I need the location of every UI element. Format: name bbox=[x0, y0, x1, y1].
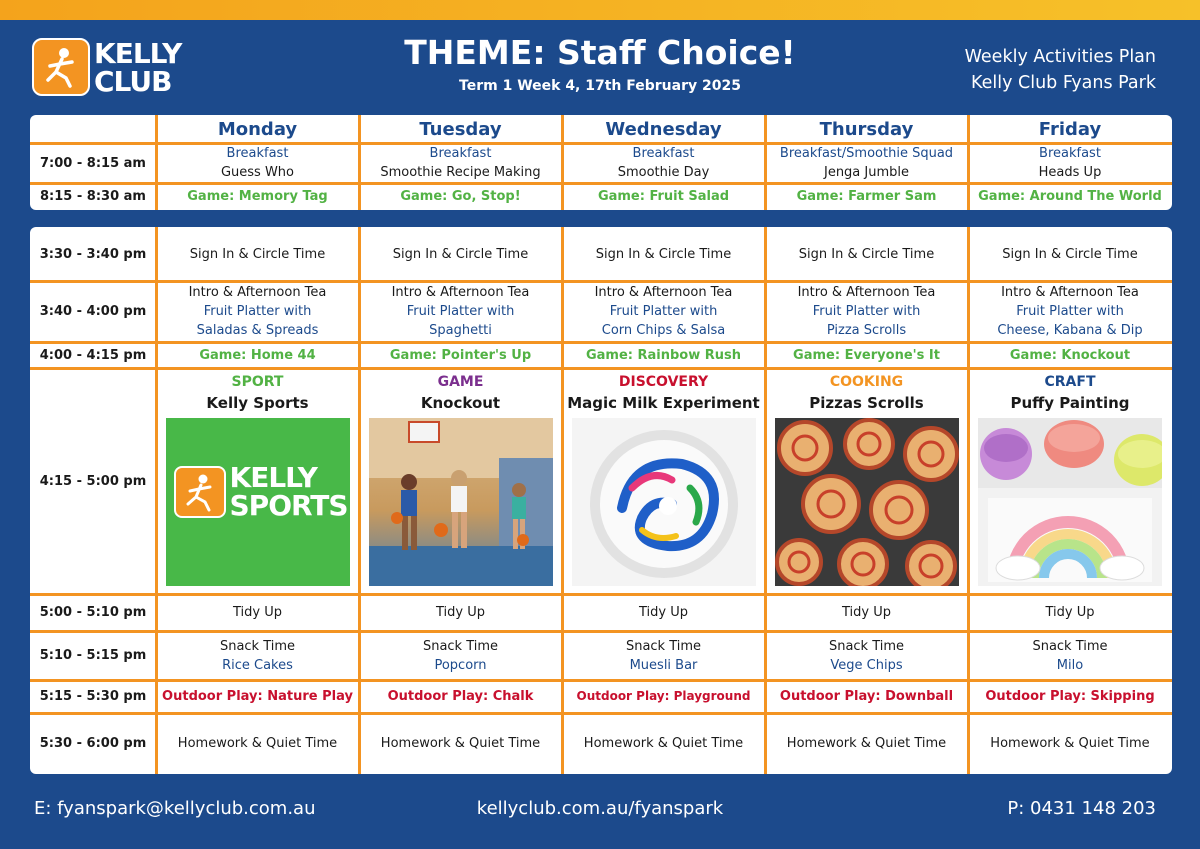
snack-label: Snack Time bbox=[625, 638, 702, 654]
schedule-row-afternoon-tea bbox=[30, 281, 1172, 342]
outdoor-play-monday: Outdoor Play: Nature Play bbox=[162, 689, 353, 704]
tea-intro: Intro & Afternoon Tea bbox=[594, 285, 733, 300]
divider bbox=[30, 182, 1172, 185]
divider bbox=[561, 227, 564, 774]
plan-line-2: Kelly Club Fyans Park bbox=[971, 73, 1156, 93]
sports-word-sports: SPORTS bbox=[229, 489, 348, 522]
snack-wednesday bbox=[562, 631, 765, 680]
schedule-row-homework bbox=[30, 713, 1172, 774]
outdoor-play-thursday: Outdoor Play: Downball bbox=[779, 689, 954, 704]
tea-platter: Fruit Platter with bbox=[203, 304, 312, 319]
tidy-up-cell: Tidy Up bbox=[1045, 605, 1095, 620]
homework-cell: Homework & Quiet Time bbox=[786, 736, 947, 751]
plan-info bbox=[965, 44, 1156, 96]
divider bbox=[30, 142, 1172, 145]
snack-tuesday bbox=[359, 631, 562, 680]
tea-food: Saladas & Spreads bbox=[196, 323, 319, 338]
afternoon-tea-thursday bbox=[765, 281, 968, 342]
snack-food: Muesli Bar bbox=[629, 657, 698, 673]
tea-platter: Fruit Platter with bbox=[812, 304, 921, 319]
tidy-up-cell: Tidy Up bbox=[639, 605, 688, 620]
afternoon-game-friday: Game: Knockout bbox=[1009, 347, 1131, 363]
activity-category: SPORT bbox=[231, 374, 284, 390]
time-label: 5:10 - 5:15 pm bbox=[39, 648, 147, 663]
breakfast-label: Breakfast/Smoothie Squad bbox=[779, 146, 954, 161]
homework-cell: Homework & Quiet Time bbox=[990, 736, 1150, 751]
snack-monday bbox=[156, 631, 359, 680]
activity-category: CRAFT bbox=[1044, 374, 1096, 390]
breakfast-activity: Smoothie Recipe Making bbox=[380, 165, 541, 180]
page-title: THEME: Staff Choice! bbox=[404, 33, 796, 72]
pizza-scrolls-photo bbox=[775, 418, 959, 586]
snack-label: Snack Time bbox=[1032, 638, 1108, 654]
time-label: 4:15 - 5:00 pm bbox=[39, 473, 147, 489]
breakfast-label: Breakfast bbox=[632, 146, 695, 161]
homework-cell: Homework & Quiet Time bbox=[177, 736, 338, 751]
morning-schedule-table bbox=[30, 115, 1172, 210]
schedule-row-activity bbox=[30, 368, 1172, 594]
knockout-photo bbox=[369, 418, 553, 586]
divider bbox=[561, 115, 564, 210]
footer-email[interactable]: E: fyanspark@kellyclub.com.au bbox=[34, 798, 316, 819]
afternoon-tea-wednesday bbox=[562, 281, 765, 342]
sports-figure-icon bbox=[174, 466, 226, 518]
activity-name: Pizzas Scrolls bbox=[809, 394, 924, 412]
day-header-monday: Monday bbox=[217, 118, 298, 140]
morning-game-thursday: Game: Farmer Sam bbox=[796, 189, 937, 204]
day-header-wednesday: Wednesday bbox=[605, 118, 722, 140]
page-subtitle: Term 1 Week 4, 17th February 2025 bbox=[459, 78, 741, 94]
outdoor-play-tuesday: Outdoor Play: Chalk bbox=[387, 689, 534, 704]
logo-figure-icon bbox=[32, 38, 90, 96]
activity-name: Puffy Painting bbox=[1010, 394, 1130, 412]
tea-intro: Intro & Afternoon Tea bbox=[391, 285, 530, 300]
activity-name: Magic Milk Experiment bbox=[567, 394, 760, 412]
snack-label: Snack Time bbox=[422, 638, 499, 654]
divider bbox=[30, 280, 1172, 283]
divider bbox=[30, 630, 1172, 633]
tea-intro: Intro & Afternoon Tea bbox=[797, 285, 936, 300]
schedule-row-tidy-up bbox=[30, 594, 1172, 631]
activity-tuesday bbox=[359, 368, 562, 594]
snack-label: Snack Time bbox=[219, 638, 296, 654]
time-label: 3:30 - 3:40 pm bbox=[39, 246, 147, 262]
plan-line-1: Weekly Activities Plan bbox=[964, 47, 1156, 67]
sign-in-cell: Sign In & Circle Time bbox=[595, 246, 732, 262]
kelly-club-logo bbox=[32, 38, 184, 96]
afternoon-game-monday: Game: Home 44 bbox=[199, 347, 316, 363]
schedule-row-breakfast bbox=[30, 143, 1172, 183]
tea-platter: Fruit Platter with bbox=[406, 304, 515, 319]
schedule-row-morning-game bbox=[30, 183, 1172, 210]
homework-cell: Homework & Quiet Time bbox=[583, 736, 744, 751]
breakfast-cell-thursday bbox=[765, 143, 968, 183]
afternoon-game-tuesday: Game: Pointer's Up bbox=[389, 347, 532, 363]
tea-food: Pizza Scrolls bbox=[826, 323, 907, 338]
time-label: 3:40 - 4:00 pm bbox=[39, 304, 147, 319]
afternoon-schedule-table bbox=[30, 227, 1172, 774]
afternoon-game-wednesday: Game: Rainbow Rush bbox=[585, 347, 742, 363]
divider bbox=[30, 679, 1172, 682]
divider bbox=[30, 341, 1172, 344]
divider bbox=[358, 115, 361, 210]
breakfast-label: Breakfast bbox=[429, 146, 492, 161]
day-header-tuesday: Tuesday bbox=[419, 118, 502, 140]
day-header-thursday: Thursday bbox=[819, 118, 914, 140]
divider bbox=[30, 712, 1172, 715]
snack-friday bbox=[968, 631, 1172, 680]
divider bbox=[30, 367, 1172, 370]
divider bbox=[764, 227, 767, 774]
schedule-row-sign-in bbox=[30, 227, 1172, 281]
schedule-row-afternoon-game bbox=[30, 342, 1172, 368]
sign-in-cell: Sign In & Circle Time bbox=[392, 246, 529, 262]
outdoor-play-friday: Outdoor Play: Skipping bbox=[985, 689, 1155, 704]
sign-in-cell: Sign In & Circle Time bbox=[189, 246, 326, 262]
schedule-row-snack bbox=[30, 631, 1172, 680]
breakfast-activity: Jenga Jumble bbox=[823, 165, 910, 180]
activity-friday bbox=[968, 368, 1172, 594]
tea-platter: Fruit Platter with bbox=[609, 304, 718, 319]
day-header-row bbox=[30, 115, 1172, 143]
divider bbox=[155, 115, 158, 210]
divider bbox=[967, 115, 970, 210]
sports-word-kelly: KELLY bbox=[229, 461, 317, 494]
time-label: 8:15 - 8:30 am bbox=[40, 189, 146, 204]
breakfast-cell-friday bbox=[968, 143, 1172, 183]
divider bbox=[764, 115, 767, 210]
top-accent-bar bbox=[0, 0, 1200, 20]
puffy-painting-photo bbox=[978, 418, 1162, 586]
afternoon-tea-friday bbox=[968, 281, 1172, 342]
time-label: 5:30 - 6:00 pm bbox=[39, 736, 147, 751]
snack-thursday bbox=[765, 631, 968, 680]
footer-phone: P: 0431 148 203 bbox=[1007, 798, 1156, 819]
divider bbox=[358, 227, 361, 774]
breakfast-label: Breakfast bbox=[1039, 146, 1101, 161]
morning-game-monday: Game: Memory Tag bbox=[187, 189, 328, 204]
tea-intro: Intro & Afternoon Tea bbox=[1001, 285, 1139, 300]
breakfast-cell-monday bbox=[156, 143, 359, 183]
day-header-friday: Friday bbox=[1038, 118, 1102, 140]
logo-word-kelly: KELLY bbox=[94, 37, 182, 70]
divider bbox=[967, 227, 970, 774]
snack-food: Milo bbox=[1056, 657, 1084, 673]
activity-category: COOKING bbox=[829, 374, 904, 390]
breakfast-cell-tuesday bbox=[359, 143, 562, 183]
homework-cell: Homework & Quiet Time bbox=[380, 736, 541, 751]
afternoon-tea-tuesday bbox=[359, 281, 562, 342]
activity-category: DISCOVERY bbox=[618, 374, 709, 390]
sign-in-cell: Sign In & Circle Time bbox=[1002, 246, 1138, 262]
magic-milk-photo bbox=[572, 418, 756, 586]
activity-name: Kelly Sports bbox=[206, 394, 309, 412]
schedule-row-outdoor-play bbox=[30, 680, 1172, 713]
breakfast-label: Breakfast bbox=[226, 146, 289, 161]
snack-food: Popcorn bbox=[434, 657, 487, 673]
divider bbox=[30, 593, 1172, 596]
afternoon-tea-monday bbox=[156, 281, 359, 342]
tea-intro: Intro & Afternoon Tea bbox=[188, 285, 327, 300]
divider bbox=[155, 227, 158, 774]
sign-in-cell: Sign In & Circle Time bbox=[798, 246, 935, 262]
morning-game-friday: Game: Around The World bbox=[978, 189, 1162, 204]
breakfast-activity: Guess Who bbox=[220, 165, 295, 180]
time-label: 5:15 - 5:30 pm bbox=[39, 689, 147, 704]
kelly-sports-image bbox=[166, 418, 350, 586]
tea-food: Cheese, Kabana & Dip bbox=[997, 323, 1143, 338]
footer-website[interactable]: kellyclub.com.au/fyanspark bbox=[476, 798, 724, 819]
snack-food: Rice Cakes bbox=[222, 657, 293, 673]
time-label: 4:00 - 4:15 pm bbox=[39, 347, 147, 363]
activity-monday bbox=[156, 368, 359, 594]
tidy-up-cell: Tidy Up bbox=[436, 605, 485, 620]
tidy-up-cell: Tidy Up bbox=[842, 605, 891, 620]
breakfast-cell-wednesday bbox=[562, 143, 765, 183]
time-label: 5:00 - 5:10 pm bbox=[39, 605, 147, 620]
morning-game-tuesday: Game: Go, Stop! bbox=[400, 189, 521, 204]
morning-game-wednesday: Game: Fruit Salad bbox=[597, 189, 730, 204]
logo-word-club: CLUB bbox=[94, 65, 172, 98]
afternoon-game-thursday: Game: Everyone's It bbox=[793, 347, 940, 363]
activity-wednesday bbox=[562, 368, 765, 594]
breakfast-activity: Smoothie Day bbox=[617, 165, 710, 180]
tea-platter: Fruit Platter with bbox=[1016, 304, 1124, 319]
activity-name: Knockout bbox=[420, 394, 501, 412]
snack-food: Vege Chips bbox=[830, 657, 903, 673]
outdoor-play-wednesday: Outdoor Play: Playground bbox=[576, 689, 751, 703]
activity-thursday bbox=[765, 368, 968, 594]
tea-food: Spaghetti bbox=[429, 323, 492, 338]
breakfast-activity: Heads Up bbox=[1038, 165, 1102, 180]
tidy-up-cell: Tidy Up bbox=[233, 605, 282, 620]
snack-label: Snack Time bbox=[828, 638, 905, 654]
time-label: 7:00 - 8:15 am bbox=[40, 155, 146, 171]
tea-food: Corn Chips & Salsa bbox=[601, 323, 726, 338]
activity-category: GAME bbox=[437, 374, 484, 390]
